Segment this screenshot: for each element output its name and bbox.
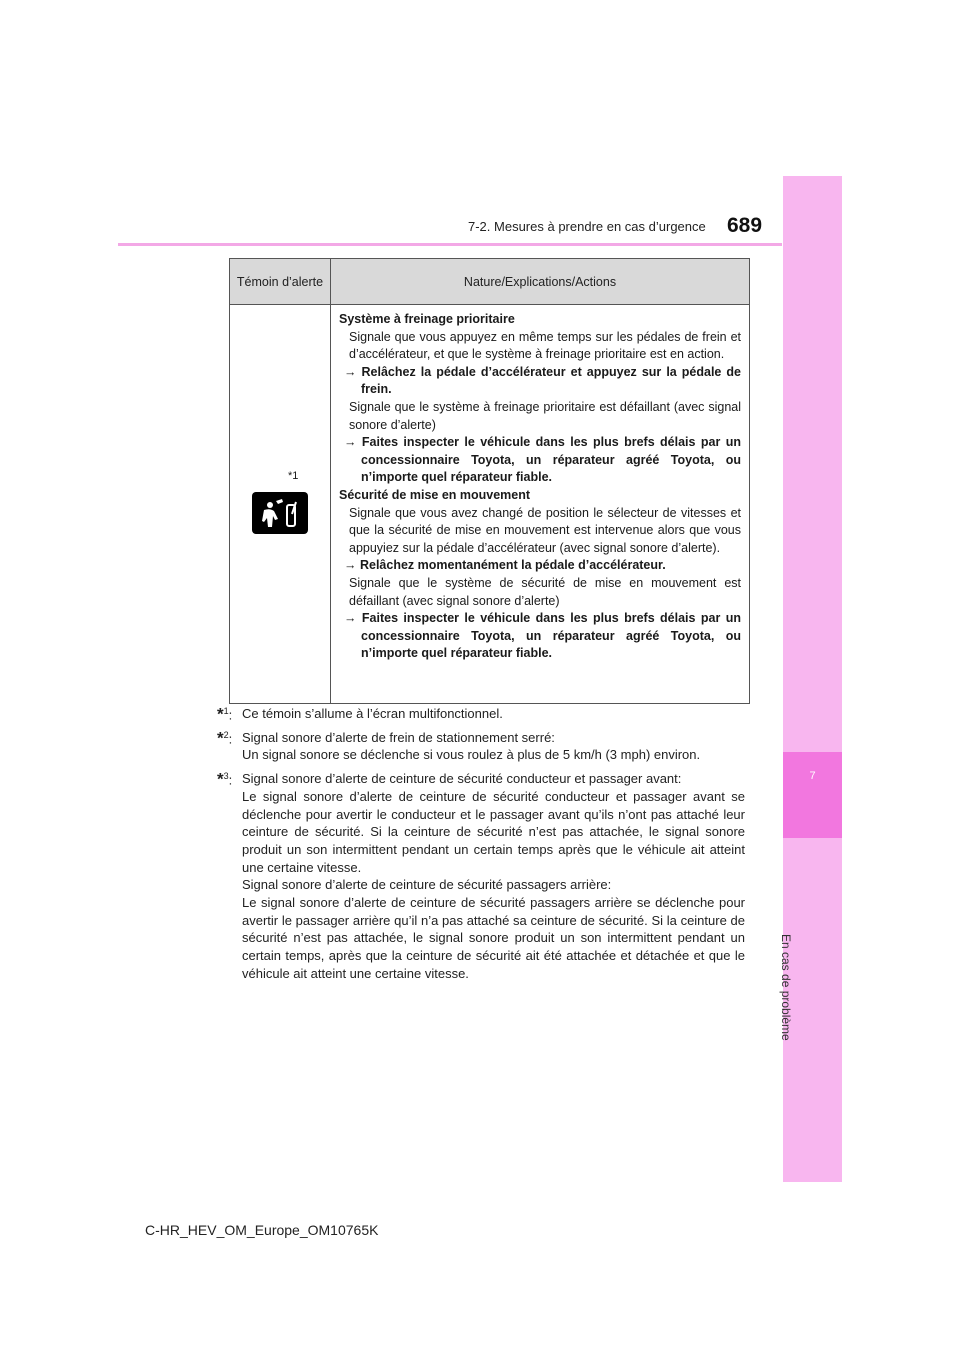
footnote-3 — [217, 770, 745, 982]
action-instruction — [339, 434, 741, 487]
footnote-star: * — [217, 704, 224, 724]
footnotes — [217, 705, 745, 989]
action-text: Faites inspecter le véhicule dans les plus brefs délais par un concessionnaire Toyota, un réparateur agréé Toyota, ou n’importe quel réparateur fiable. — [361, 611, 741, 661]
brake-override-warning-icon — [252, 492, 308, 534]
arrow-icon: → — [344, 364, 357, 379]
table-row — [230, 305, 750, 704]
arrow-icon: → — [344, 558, 357, 573]
action-instruction — [339, 557, 741, 575]
warning-light-cell — [230, 305, 331, 704]
chapter-number: 7 — [809, 770, 816, 782]
page-number: 689 — [727, 214, 763, 237]
chapter-label: En cas de problème — [779, 934, 793, 1041]
nature-explanations-cell — [331, 305, 750, 704]
footnote-text: Signal sonore d’alerte de frein de stationnement serré: — [242, 729, 555, 745]
section-heading: Sécurité de mise en mouvement — [339, 487, 531, 502]
section-title: 7-2. Mesures à prendre en cas d’urgence — [468, 219, 706, 234]
action-text: Faites inspecter le véhicule dans les plus brefs délais par un concessionnaire Toyota, un réparateur agréé Toyota, ou n’importe quel réparateur fiable. — [361, 435, 741, 485]
footnote-number: 2 — [223, 729, 229, 740]
footnote-star: * — [217, 728, 224, 748]
footnote-2 — [217, 729, 745, 764]
explanation-text: Signale que le système à freinage prioritaire est défaillant (avec signal sonore d’alerte) — [349, 399, 741, 432]
arrow-icon: → — [344, 611, 357, 626]
action-instruction — [339, 610, 741, 663]
header-nature: Nature/Explications/Actions — [331, 259, 750, 305]
footnote-text: Le signal sonore d’alerte de ceinture de sécurité passagers arrière se déclenche pour avertir le passager arrière qu’il n’a pas attaché sa ceinture de sécurité. Si la ceinture de sécurité n’est pas attachée, le signal sonore produit un son intermittent pendant un certain temps, après que la ceinture de sécurité ait été attachée et détachée et que le véhicule ait atteint une certaine vitesse. — [242, 895, 745, 981]
footnote-text: Signal sonore d’alerte de ceinture de sécurité passagers arrière: — [242, 877, 612, 893]
action-text: Relâchez la pédale d’accélérateur et appuyez sur la pédale de frein. — [361, 364, 741, 397]
footnote-text: Un signal sonore se déclenche si vous roulez à plus de 5 km/h (3 mph) environ. — [242, 747, 701, 763]
header-warning-light: Témoin d’alerte — [230, 259, 331, 305]
footnote-reference: *1 — [288, 470, 299, 482]
header-rule — [118, 243, 782, 246]
warning-light-table — [229, 258, 750, 704]
arrow-icon: → — [344, 435, 357, 450]
footnote-text: Ce témoin s’allume à l’écran multifonctionnel. — [242, 706, 503, 721]
action-instruction — [339, 364, 741, 399]
document-id: C-HR_HEV_OM_Europe_OM10765K — [145, 1222, 379, 1238]
explanation-text: Signale que vous appuyez en même temps sur les pédales de frein et d’accélérateur, et que le système à freinage prioritaire est en action. — [349, 329, 741, 362]
footnote-text: Le signal sonore d’alerte de ceinture de sécurité conducteur et passager avant se déclenche pour avertir le conducteur et le passager avant qu’ils n’ont pas attaché leur ceinture de sécurité. Si la ceinture de sécurité n’est pas attachée, le signal sonore produit un son intermittent pendant un certain temps après que le véhicule ait atteint une certaine vitesse. — [242, 788, 745, 875]
chapter-number-tab — [783, 752, 842, 838]
footnote-number: 3 — [223, 771, 229, 782]
footnote-1 — [217, 705, 745, 723]
action-text: Relâchez momentanément la pédale d’accélérateur. — [359, 558, 666, 573]
explanation-text: Signale que le système de sécurité de mise en mouvement est défaillant (avec signal sonore d’alerte) — [349, 575, 741, 608]
footnote-marker: *$^2$: — [217, 728, 233, 748]
table-header-row — [230, 259, 750, 305]
footnote-star: * — [217, 769, 224, 789]
footnote-number: 1 — [223, 706, 229, 716]
footnote-text: Signal sonore d’alerte de ceinture de sécurité conducteur et passager avant: — [242, 771, 682, 787]
footnote-marker: *$^3$: — [217, 769, 233, 789]
section-heading: Système à freinage prioritaire — [339, 312, 515, 326]
explanation-text: Signale que vous avez changé de position le sélecteur de vitesses et que la sécurité de mise en mouvement est intervenue alors que vous appuyiez sur la pédale d’accélérateur (avec signal sonore d’alerte). — [349, 505, 741, 555]
footnote-marker: *$^1$: — [217, 704, 233, 724]
